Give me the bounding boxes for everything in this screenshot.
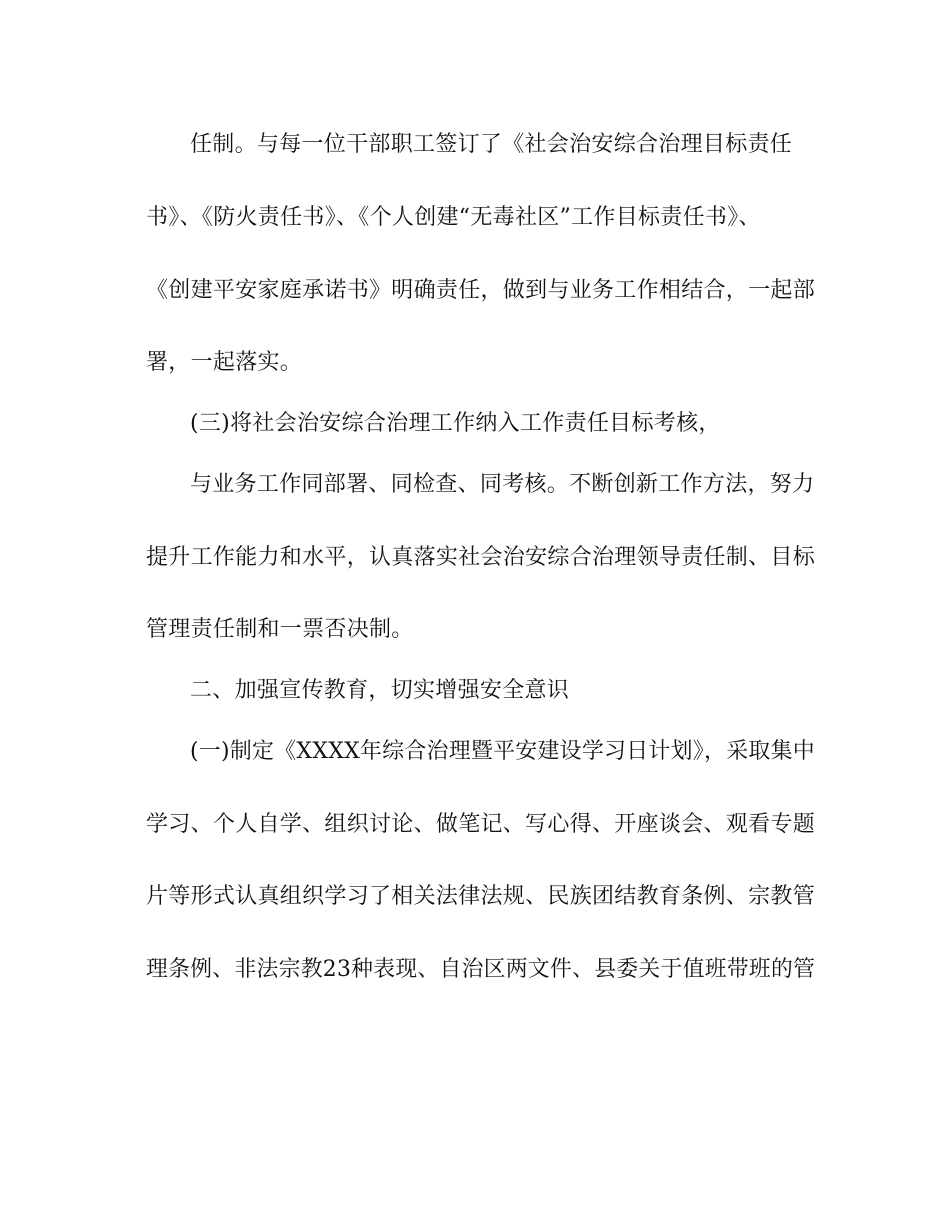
text-line-12: 片等形式认真组织学习了相关法律法规、民族团结教育条例、宗教管: [146, 884, 816, 909]
text-line-6: 与业务工作同部署、同检查、同考核。不断创新工作方法，努力: [190, 472, 815, 497]
text-line-2: 书》、《防火责任书》、《个人创建“无毒社区”工作目标责任书》、: [146, 205, 761, 230]
text-line-13: 理条例、非法宗教23种表现、自治区两文件、县委关于值班带班的管: [146, 957, 816, 982]
text-line-4: 署，一起落实。: [146, 350, 303, 375]
text-line-7: 提升工作能力和水平，认真落实社会治安综合治理领导责任制、目标: [146, 545, 816, 570]
text-line-3: 《创建平安家庭承诺书》明确责任，做到与业务工作相结合，一起部: [146, 278, 816, 303]
text-line-1: 任制。与每一位干部职工签订了《社会治安综合治理目标责任: [190, 132, 793, 157]
text-line-10: (一)制定《XXXX年综合治理暨平安建设学习日计划》，采取集中: [190, 739, 815, 764]
text-line-5: (三)将社会治安综合治理工作纳入工作责任目标考核，: [190, 411, 721, 436]
text-line-11: 学习、个人自学、组织讨论、做笔记、写心得、开座谈会、观看专题: [146, 812, 816, 837]
text-line-8: 管理责任制和一票否决制。: [146, 617, 414, 642]
section-heading: 二、加强宣传教育，切实增强安全意识: [190, 678, 570, 703]
